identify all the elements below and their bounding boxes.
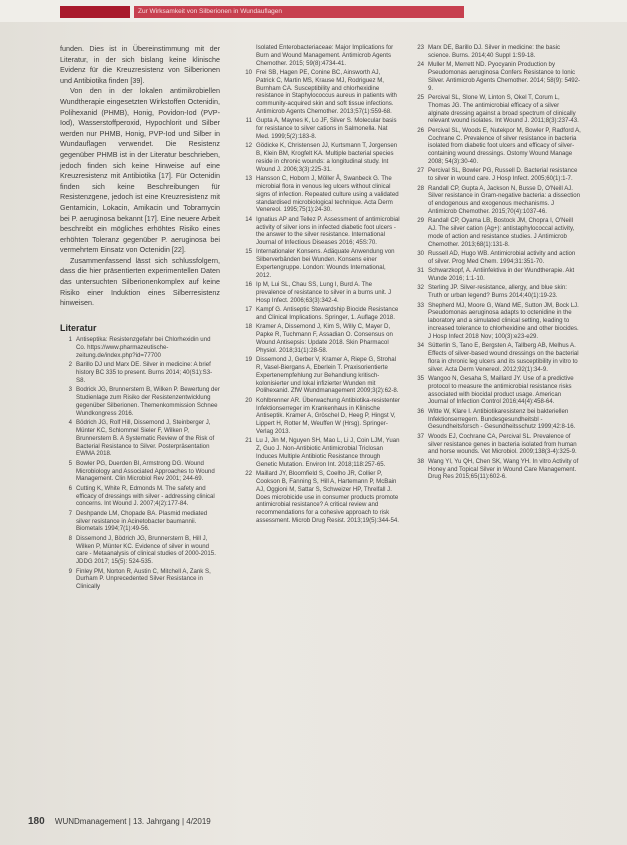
reference-text: Woods EJ, Cochrane CA, Percival SL. Prevalence of silver resistance genes in bacteria isolated from human and horse wounds. Vet Microbiol. 2009;138(3-4):325-9.	[428, 432, 577, 456]
reference-item	[412, 458, 582, 481]
body-paragraph: Zusammenfassend lässt sich schlussfolgern, dass die hier präsentierten experimentellen Daten das untersuchten Silberionenkomplex auf keine Risiko einer Induktion eines Silberresistenz hinweisen.	[60, 255, 220, 308]
reference-text: Kramer A, Dissemond J, Kim S, Willy C, Mayer D, Papke R, Tuchmann F, Assadian O. Consensus on Wound Antisepsis: Update 2018. Skin Pharmacol Physiol. 2018;31(1):28-58.	[256, 323, 393, 354]
reference-text: Randall CP, Oyama LB, Bostock JM, Chopra I, O'Neill AJ. The silver cation (Ag+): antistaphylococcal activity, mode of action and resistance studies. J Antimicrob Chemother. 2013;68(1):131-8.	[428, 217, 575, 248]
reference-item	[240, 323, 400, 354]
reference-item	[412, 408, 582, 431]
reference-text: Schwarzkopf, A. Antiinfektiva in der Wundtherapie. Akt Wunde 2016; 1:1-10.	[428, 267, 575, 283]
reference-number: 14	[245, 215, 252, 223]
page-number: 180	[28, 816, 45, 827]
reference-item	[240, 69, 400, 116]
reference-text: Maillard JY, Bloomfield S, Coelho JR, Collier P, Cookson B, Fanning S, Hill A, Hartemann P, McBain AJ, Oggioni M, Sattar S, Schweizer HP, Threlfall J. Does microbicide use in consumer products promote antimicrobial resistance? A critical review and recommendations for a cohesive approach to risk assessment. Microb Drug Resist. 2013;19(5):344-54.	[256, 470, 399, 524]
reference-item	[240, 397, 400, 436]
reference-number: 21	[245, 437, 252, 445]
reference-item	[60, 510, 220, 533]
reference-item	[412, 375, 582, 406]
reference-item	[412, 167, 582, 183]
reference-number: 3	[68, 386, 72, 394]
header-bar	[0, 0, 627, 22]
reference-text: Dissemond J, Bödrich JG, Brunnerstern B, Hill J, Wilken P, Münter KC. Evidence of silver in wound care - Metaanalysis of clinical studies of 2000-2015. JDDG 2017; 15(5): 524-535.	[76, 534, 216, 566]
reference-number: 6	[68, 484, 72, 492]
page-footer	[28, 816, 211, 827]
reference-list	[240, 44, 400, 525]
reference-text: Internationaler Konsens. Adäquate Anwendung von Silberverbänden bei Wunden. Konsens einer Expertengruppe. London: Wounds International, 2012.	[256, 248, 395, 279]
reference-number: 4	[68, 419, 72, 427]
reference-item	[60, 535, 220, 566]
reference-number: 26	[417, 126, 424, 134]
reference-item	[240, 281, 400, 304]
reference-text: Muller M, Merrett ND. Pyocyanin Production by Pseudomonas aeruginosa Confers Resistance to Ionic Silver. Antimicrob Agents Chemother. 2014; 58(9): 5492-9.	[428, 61, 581, 92]
reference-number: 22	[245, 470, 252, 478]
references-heading: Literatur	[60, 322, 97, 333]
column-1	[60, 44, 220, 592]
reference-number: 28	[417, 184, 424, 192]
column-3	[412, 44, 582, 483]
reference-text: Bödrich JG, Rolf Hill, Dissemond J, Steinberger J, Münter KC, Schlommel Sieler F, Wilken P, Brunnerstern B. A Systematic Review of the Risk of Bacterial Resistance to Silver. Posterpräsentation EWMA 2018.	[76, 419, 215, 458]
body-paragraph: funden. Dies ist in Übereinstimmung mit der Literatur, in der sich bislang keine klinische Evidenz für die Kreuzresistenz von Silberionen und Antibiotika finden [39].	[60, 44, 220, 85]
reference-number: 13	[245, 175, 252, 183]
reference-number: 25	[417, 93, 424, 101]
reference-item	[412, 342, 582, 373]
reference-text: Isolated Enterobacteriaceae: Major Implications for Burn and Wound Management. Antimicrob Agents Chemother. 2015; 59(8):4734-41.	[256, 44, 394, 67]
reference-text: Marx DE, Barillo DJ. Silver in medicine: the basic science. Burns. 2014;40 Suppl 1:S9-18.	[428, 44, 561, 59]
reference-item	[412, 267, 582, 283]
reference-number: 36	[417, 407, 424, 415]
reference-text: Sütterlin S, Tano E, Bergsten A, Tallberg AB, Melhus A. Effects of silver-based wound dressings on the bacterial flora in chronic leg ulcers and its susceptibility in vitro to silver. Acta Derm Venereol. 2012;92(1):34-9.	[428, 342, 579, 373]
reference-text: Wang YI, Yu QH, Chen SK, Wang YH. In vitro Activity of Honey and Topical Silver in Wound Care Management. Drug Res 2015;65(11):602-6.	[428, 457, 579, 481]
reference-text: Shepherd MJ, Moore G, Wand ME, Sutton JM, Bock LJ. Pseudomonas aeruginosa adapts to octenidine in the laboratory and a simulated clinical setting, leading to increased tolerance to chlorhexidine and other biocides. J Hosp Infect 2018 Nov; 100(3):e23-e29.	[428, 301, 579, 340]
running-title: Zur Wirksamkeit von Silberionen in Wundauflagen	[134, 6, 464, 18]
reference-text: Barillo DJ und Marx DE. Silver in medicine: A brief history BC 335 to present. Burns 2014; 40(S1):S3-S8.	[76, 361, 213, 385]
reference-number: 20	[245, 396, 252, 404]
reference-number: 38	[417, 457, 424, 465]
reference-item	[240, 306, 400, 322]
reference-number: 23	[417, 44, 424, 51]
reference-item	[240, 142, 400, 173]
reference-number: 29	[417, 217, 424, 225]
reference-item	[412, 302, 582, 341]
reference-item	[240, 117, 400, 140]
reference-item	[60, 361, 220, 384]
reference-item	[412, 61, 582, 92]
reference-item	[240, 44, 400, 67]
reference-item	[60, 419, 220, 458]
reference-text: Kampf G. Antiseptic Stewardship Biocide Resistance and Clinical Implications. Springer, 1. Auflage 2018.	[256, 306, 399, 322]
reference-item	[412, 217, 582, 248]
reference-item	[60, 386, 220, 417]
reference-number: 33	[417, 301, 424, 309]
reference-item	[412, 433, 582, 456]
reference-text: Randall CP, Gupta A, Jackson N, Busse D, O'Neill AJ. Silver resistance in Gram-negative bacteria: a dissection of endogenous and exogenous mechanisms. J Antimicrob Chemother. 2015;70(4):1037-46.	[428, 184, 581, 215]
reference-number: 15	[245, 248, 252, 256]
reference-number: 24	[417, 61, 424, 69]
reference-item	[60, 485, 220, 508]
reference-text: Ignatius AP and Tellez P. Assessment of antimicrobial activity of silver ions in infected diabetic foot ulcers - the answer to the silver resistance. International Journal of Infectious Diseases 2016; 45S:70.	[256, 215, 400, 247]
reference-item	[412, 250, 582, 266]
reference-text: Dissemond J, Gerber V, Kramer A, Riepe G, Strohal R, Vasel-Biergans A, Eberlein T. Praxisorientierte Expertenempfehlung zur Behandlung kritisch-kolonisierter und lokal infizierter Wunden mit Polihexanid. ZfW Wundmanagement 2009;3(2):62-8.	[256, 356, 399, 395]
reference-number	[240, 44, 256, 67]
reference-text: Gödicke K, Christensen JJ, Kurtsmann T, Jorgensen B, Klein BM, Krogfelt KA. Multiple bacterial species reside in chronic wounds: a longitudinal study. Int Wound J. 2006;3(3):225-31.	[256, 142, 398, 173]
column-2	[240, 44, 400, 526]
reference-text: Percival SL, Bowler PG, Russell D. Bacterial resistance to silver in wound care. J Hosp Infect. 2005;60(1):1-7.	[428, 167, 578, 183]
reference-text: Sterling JP. Silver-resistance, allergy, and blue skin: Truth or urban legend? Burns 2014;40(1):19-23.	[428, 284, 567, 300]
reference-text: Kohlbrenner AR. Überwachung Antibiotika-resistenter Infektionserreger im Krankenhaus in Klinische Antiseptik. Kramer A, Gröschel D, Heeg P, Hingst V, Lippert H, Rotter M, Weuffen W (Hrsg). Springer-Verlag 2013.	[256, 396, 400, 435]
body-paragraph: Von den in der lokalen antimikrobiellen Wundtherapie eingesetzten Wirkstoffen Octenidin, Polihexanid (PHMB), Honig, Povidon-Iod (PVP-Iod), Wasserstoffperoxid, Hypochlorit und Silber werden nur PHMB, Honig, PVP-Iod und Silber in Wundauflagen verwendet. Die Resistenz gegenüber PHMB ist in der Literatur beschrieben, jedoch finden sich keine Hinweise auf eine Kreuzresistenz mit Antibiotika [17]. Für Octenidin finden sich keine Beschreibungen für Resistenzgene, jedoch ist eine Kreuzresistenz mit Gentamicin, Lokacin, Amikacin und Tobramycin bei P. aeruginosa bekannt [17]. Eine neuere Arbeit beschreibt ein mögliches erhöhtes Risiko eines erhöhten Toleranz gegenüber P. aeruginosa bei vermehrtem Einsatz von Octenidin [22].	[60, 86, 220, 255]
reference-number: 37	[417, 432, 424, 440]
journal-info: WUNDmanagement | 13. Jahrgang | 4/2019	[54, 817, 211, 826]
reference-item	[240, 248, 400, 279]
reference-item	[60, 568, 220, 591]
reference-text: Bowler PG, Duerden BI, Armstrong DG. Wound Microbiology and Associated Approaches to Wound Management. Clin Microbiol Rev 2001; 244-69.	[76, 459, 215, 483]
reference-list	[412, 44, 582, 481]
reference-number: 18	[245, 323, 252, 331]
reference-number: 32	[417, 284, 424, 292]
reference-item	[412, 44, 582, 60]
reference-text: Frei SB, Hagen PE, Conine BC, Ainsworth AJ, Patrick C, Martin MS, Krause MJ, Rodriguez M, Burnham CA. Susceptibility and chlorhexidine resistance in Staphylococcus aureus in patients with community-acquired skin and soft tissue infections. Antimicrob Agents Chemother. 2013;57(1):559-68.	[256, 68, 397, 115]
reference-text: Antiseptika: Resistenzgefahr bei Chlorhexidin und Co. https://www.pharmazeutische-zeitung.de/index.php?id=77700	[76, 336, 211, 360]
reference-item	[240, 356, 400, 395]
reference-number: 5	[68, 459, 72, 467]
reference-number: 8	[68, 534, 72, 542]
reference-text: Ip M, Lui SL, Chau SS, Lung I, Burd A. The prevalence of resistance to silver in a burns unit. J Hosp Infect. 2006;63(3):342-4.	[256, 281, 392, 304]
reference-number: 9	[68, 567, 72, 575]
reference-text: Percival SL, Woods E, Nutekpor M, Bowler P, Radford A, Cochrane C. Prevalence of silver resistance in bacteria isolated from diabetic foot ulcers and efficacy of silver-containing wound dressings. Ostomy Wound Manage 2008; 54(3):30-40.	[428, 126, 581, 165]
reference-text: Wangoo N, Gesaha S, Maillard JY. Use of a predictive protocol to measure the antimicrobial resistance risks associated with biocidal product usage. American Journal of Infection Control 2016;44(4):458-64.	[428, 375, 574, 406]
reference-text: Hansson C, Hoborn J, Möller Å, Swanbeck G. The microbial flora in venous leg ulcers without clinical signs of infection. Repeated culture using a validated standardised microbiological technique. Acta Derm Venereol. 1995;75(1):24-30.	[256, 175, 399, 214]
reference-number: 27	[417, 167, 424, 175]
reference-text: Cutting K, White R, Edmonds M. The safety and efficacy of dressings with silver - addressing clinical concerns. Int Wound J. 2007;4(2):177-84.	[76, 484, 215, 508]
reference-number: 30	[417, 250, 424, 258]
reference-item	[240, 175, 400, 214]
reference-item	[240, 470, 400, 525]
reference-number: 16	[245, 281, 252, 289]
reference-number: 2	[68, 361, 72, 369]
reference-item	[240, 216, 400, 247]
reference-number: 34	[417, 342, 424, 350]
reference-number: 31	[417, 267, 424, 275]
reference-item	[412, 94, 582, 125]
reference-item	[240, 437, 400, 468]
reference-number: 11	[245, 117, 252, 125]
reference-number: 7	[68, 509, 72, 517]
reference-item	[60, 336, 220, 359]
reference-item	[60, 460, 220, 483]
reference-text: Gupta A, Maynes K, Lo JF, Silver S. Molecular basis for resistance to silver cations in Salmonella. Nat Med. 1999;5(2):183-8.	[256, 117, 397, 140]
reference-text: Witte W, Klare I. Antibiotikaresistenz bei bakteriellen Infektionserregern. Bundesgesundheitsbl - Gesundheitsforsch - Gesundheitsschutz 1999;42:8-16.	[428, 407, 576, 431]
reference-text: Deshpande LM, Chopade BA. Plasmid mediated silver resistance in Acinetobacter baumannii. Biometals 1994;7(1):49-56.	[76, 509, 208, 533]
reference-text: Russell AD, Hugo WB. Antimicrobial activity and action of silver. Prog Med Chem. 1994;31:351-70.	[428, 250, 576, 265]
reference-list	[60, 336, 220, 590]
reference-item	[412, 185, 582, 216]
reference-text: Bodrick JG, Brunnerstern B, Wilken P. Bewertung der Studienlage zum Risiko der Resistenzentwicklung gegenüber Silberionen. Themenkommission Schnee Wundkongress 2016.	[76, 386, 220, 417]
reference-item	[412, 127, 582, 166]
reference-text: Finley PM, Norton R, Austin C, Mitchell A, Zank S, Durham P. Unprecedented Silver Resistance in Clinically	[76, 567, 211, 591]
reference-number: 12	[245, 142, 252, 150]
reference-number: 10	[245, 68, 252, 76]
reference-number: 17	[245, 306, 252, 314]
reference-text: Percival SL, Slone W, Linton S, Okel T, Corum L, Thomas JG. The antimicrobial efficacy of a silver alginate dressing against a broad spectrum of clinically relevant wound isolates. Int Wound J. 2011;8(3):237-43.	[428, 93, 579, 125]
section-tag	[60, 6, 130, 18]
reference-number: 1	[68, 336, 72, 344]
reference-item	[412, 284, 582, 300]
reference-text: Lu J, Jin M, Nguyen SH, Mao L, Li J, Coin LJM, Yuan Z, Guo J. Non-Antibiotic Antimicrobial Triclosan Induces Multiple Antibiotic Resistance through Genetic Mutation. Environ Int. 2018;118:257-65.	[256, 437, 400, 468]
reference-number: 35	[417, 375, 424, 382]
reference-number: 19	[245, 356, 252, 364]
